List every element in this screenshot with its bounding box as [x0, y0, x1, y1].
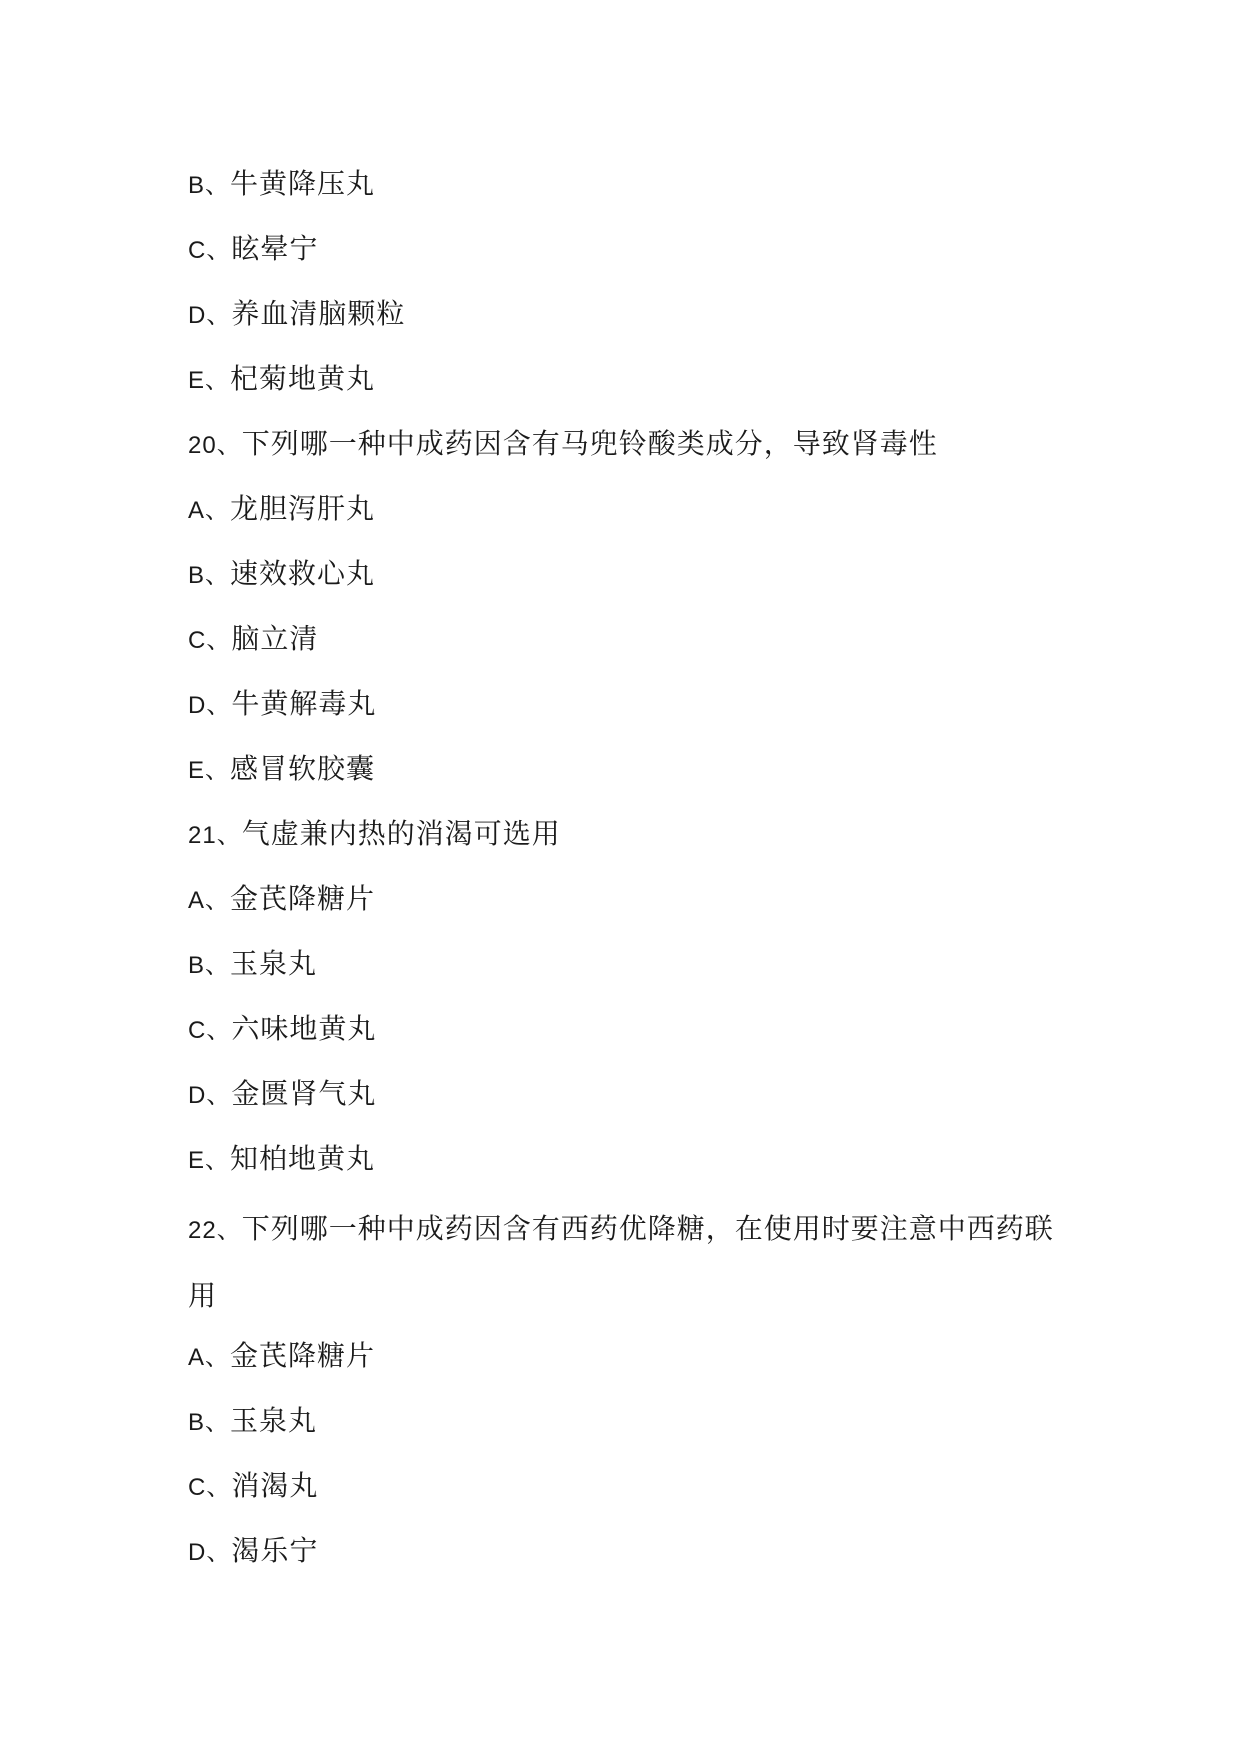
question-number: 20、: [188, 432, 242, 459]
question-number: 22、: [188, 1217, 242, 1244]
option-text: 杞菊地黄丸: [230, 362, 376, 395]
option-text: 消渴丸: [231, 1469, 319, 1502]
option-line: [188, 936, 1068, 1001]
option-line: [188, 221, 1068, 286]
option-line: [188, 676, 1068, 741]
option-line: [188, 1458, 1068, 1523]
option-letter: D、: [188, 1539, 232, 1566]
option-text: 脑立清: [231, 622, 319, 655]
option-text: 金匮肾气丸: [231, 1077, 377, 1110]
option-letter: D、: [188, 692, 232, 719]
option-text: 金芪降糖片: [230, 882, 376, 915]
question-text: 下列哪一种中成药因含有西药优降糖，在使用时要注意中西药联用: [188, 1212, 1054, 1312]
option-text: 玉泉丸: [230, 947, 318, 980]
option-line: [188, 611, 1068, 676]
option-line: [188, 871, 1068, 936]
option-letter: A、: [188, 497, 231, 524]
option-letter: B、: [188, 952, 231, 979]
option-line: [188, 1001, 1068, 1066]
option-letter: C、: [188, 237, 232, 264]
option-line: [188, 351, 1068, 416]
option-text: 速效救心丸: [230, 557, 376, 590]
option-line: [188, 1328, 1068, 1393]
option-line: [188, 1066, 1068, 1131]
option-letter: E、: [188, 367, 231, 394]
option-text: 玉泉丸: [230, 1404, 318, 1437]
option-letter: D、: [188, 1082, 232, 1109]
option-line: [188, 156, 1068, 221]
option-line: [188, 741, 1068, 806]
question-text: 气虚兼内热的消渴可选用: [241, 817, 561, 850]
option-letter: D、: [188, 302, 232, 329]
question-line: [188, 1196, 1068, 1328]
question-line: [188, 806, 1068, 871]
option-letter: C、: [188, 1474, 232, 1501]
option-text: 知柏地黄丸: [230, 1142, 376, 1175]
option-letter: E、: [188, 757, 231, 784]
option-letter: B、: [188, 172, 231, 199]
option-text: 养血清脑颗粒: [231, 297, 406, 330]
option-text: 感冒软胶囊: [230, 752, 376, 785]
option-letter: A、: [188, 887, 231, 914]
question-line: [188, 416, 1068, 481]
option-text: 牛黄解毒丸: [231, 687, 377, 720]
option-letter: C、: [188, 627, 232, 654]
question-list: [188, 156, 1068, 1588]
option-letter: E、: [188, 1147, 231, 1174]
option-line: [188, 286, 1068, 351]
option-text: 六味地黄丸: [231, 1012, 377, 1045]
option-line: [188, 546, 1068, 611]
option-letter: A、: [188, 1344, 231, 1371]
option-line: [188, 1523, 1068, 1588]
option-letter: C、: [188, 1017, 232, 1044]
question-text: 下列哪一种中成药因含有马兜铃酸类成分，导致肾毒性: [241, 427, 938, 460]
option-text: 龙胆泻肝丸: [230, 492, 376, 525]
option-letter: B、: [188, 1409, 231, 1436]
option-text: 眩晕宁: [231, 232, 319, 265]
option-line: [188, 1131, 1068, 1196]
option-text: 金芪降糖片: [230, 1339, 376, 1372]
option-text: 牛黄降压丸: [230, 167, 376, 200]
option-text: 渴乐宁: [231, 1534, 319, 1567]
option-line: [188, 1393, 1068, 1458]
question-number: 21、: [188, 822, 242, 849]
option-line: [188, 481, 1068, 546]
option-letter: B、: [188, 562, 231, 589]
